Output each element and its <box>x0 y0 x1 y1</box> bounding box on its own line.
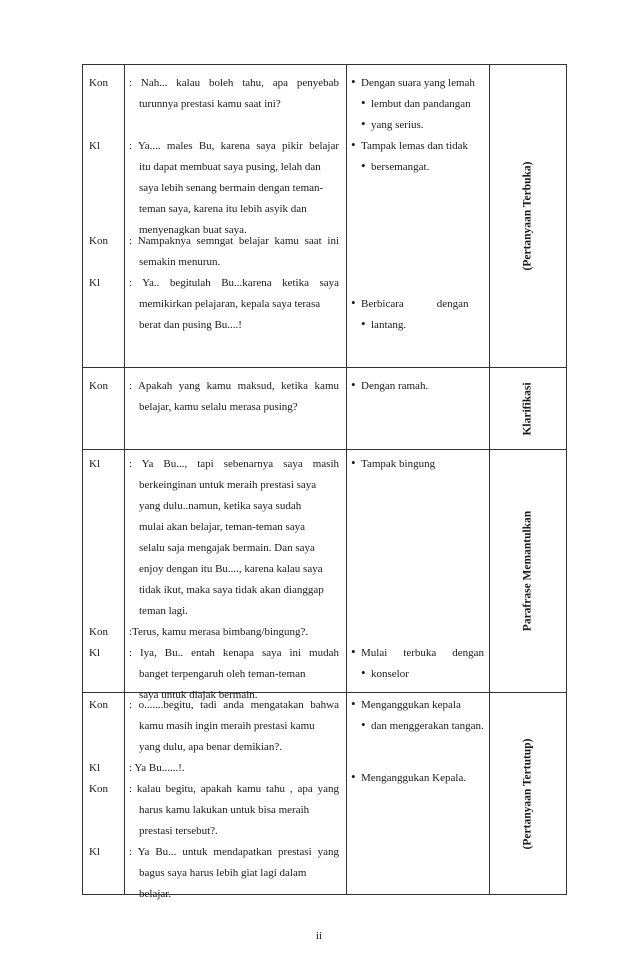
technique-cell <box>490 693 567 895</box>
speaker-cell <box>83 65 125 368</box>
speaker-label: Kon <box>89 235 108 247</box>
observation-note: • Menganggukan Kepala. <box>351 768 484 789</box>
dialog-utterance: : Ya Bu... untuk mendapatkan prestasi yang bagus saya harus lebih giat lagi dalam belajar. <box>129 846 339 900</box>
dialog-utterance: : kalau begitu, apakah kamu tahu , apa yang harus kamu lakukan untuk bisa meraih prestasi tersebut?. <box>129 783 339 837</box>
technique-label: (Pertanyaan Tertutup) <box>521 738 534 849</box>
observation-note: • Dengan suara yang lemah • lembut dan pandangan • yang serius. <box>351 73 484 136</box>
observation-note: • Dengan ramah. <box>351 376 484 397</box>
dialog-cell <box>125 693 347 900</box>
dialog-utterance: : Ya Bu..., tapi sebenarnya saya masih berkeinginan untuk meraih prestasi saya yang dulu..namun, ketika saya sudah mulai akan belajar, teman-teman saya selalu saja mengajak bermain. Dan saya enjoy dengan itu Bu...., karena kalau saya tidak ikut, maka saya tidak akan dianggap teman lagi. <box>129 458 339 617</box>
dialog-utterance: : Ya.. begitulah Bu...karena ketika saya memikirkan pelajaran, kepala saya terasa berat dan pusing Bu....! <box>129 277 339 331</box>
table-row <box>83 368 567 450</box>
observation-note: • Berbicara dengan • lantang. <box>351 294 484 336</box>
dialog-cell <box>125 450 347 701</box>
dialog-utterance: : Nah... kalau boleh tahu, apa penyebab turunnya prestasi kamu saat ini? <box>129 77 339 110</box>
counseling-transcript-table <box>82 64 567 900</box>
observation-note: • Menganggukan kepala • dan menggerakan tangan. <box>351 695 484 737</box>
speaker-label: Kl <box>89 458 100 470</box>
speaker-cell <box>83 450 125 693</box>
observation-note: • Tampak bingung <box>351 454 484 475</box>
page-number: ii <box>315 930 323 942</box>
note-cell <box>347 65 490 368</box>
observation-note: • Mulai terbuka dengan • konselor <box>351 643 484 685</box>
dialog-utterance: : Ya.... males Bu, karena saya pikir belajar itu dapat membuat saya pusing, lelah dan saya lebih senang bermain dengan teman- teman saya, karena itu lebih asyik dan menyenagkan buat saya. <box>129 140 339 236</box>
technique-label: (Pertanyaan Terbuka) <box>521 161 534 271</box>
technique-label: Klarifikasi <box>521 381 534 436</box>
dialog-cell <box>125 368 347 450</box>
note-cell <box>347 693 490 895</box>
note-cell <box>347 368 490 450</box>
table-row <box>83 65 567 368</box>
dialog-cell <box>125 65 347 368</box>
speaker-label: Kl <box>89 277 100 289</box>
note-cell <box>347 450 490 693</box>
speaker-label: Kl <box>89 846 100 858</box>
speaker-cell <box>83 693 125 895</box>
dialog-utterance: :Terus, kamu merasa bimbang/bingung?. <box>129 626 309 638</box>
speaker-label: Kon <box>89 783 108 795</box>
dialog-utterance: : Ya Bu......!. <box>129 762 185 774</box>
speaker-label: Kon <box>89 699 108 711</box>
speaker-label: Kon <box>89 77 108 89</box>
speaker-cell <box>83 368 125 450</box>
speaker-label: Kl <box>89 647 100 659</box>
technique-label: Parafrase Memantulkan <box>521 510 534 632</box>
speaker-label: Kon <box>89 380 108 392</box>
technique-cell <box>490 450 567 693</box>
dialog-utterance: : Iya, Bu.. entah kenapa saya ini mudah banget terpengaruh oleh teman-teman saya untuk diajak bermain. <box>129 647 339 701</box>
technique-cell <box>490 65 567 368</box>
observation-note: • Tampak lemas dan tidak • bersemangat. <box>351 136 484 178</box>
speaker-label: Kl <box>89 140 100 152</box>
technique-cell <box>490 368 567 450</box>
dialog-utterance: : Nampaknya semngat belajar kamu saat ini semakin menurun. <box>129 235 339 268</box>
dialog-utterance: : o.......begitu, tadi anda mengatakan bahwa kamu masih ingin meraih prestasi kamu yang dulu, apa benar demikian?. <box>129 699 339 753</box>
speaker-label: Kl <box>89 762 100 774</box>
speaker-label: Kon <box>89 626 108 638</box>
table-row <box>83 693 567 895</box>
dialog-utterance: : Apakah yang kamu maksud, ketika kamu belajar, kamu selalu merasa pusing? <box>129 380 339 413</box>
table-row <box>83 450 567 693</box>
